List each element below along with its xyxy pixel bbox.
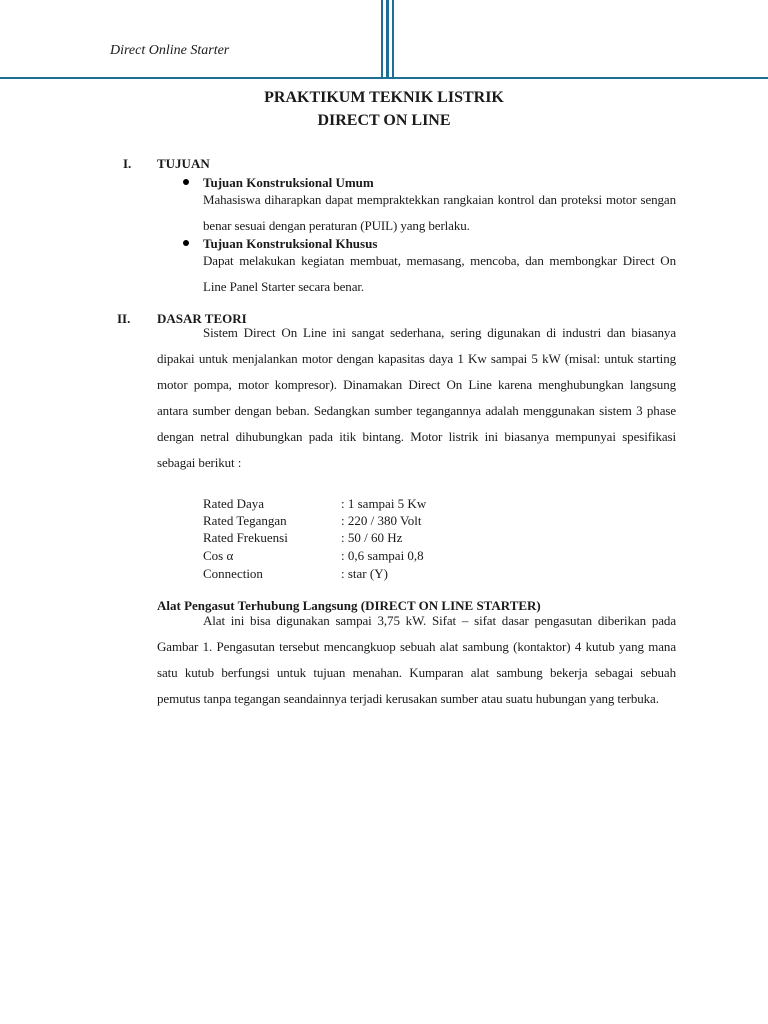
header-vertical-rule: [392, 0, 394, 78]
bullet-text: Dapat melakukan kegiatan membuat, memasang, mencoba, dan membongkar Direct On Line Panel Starter secara benar.: [203, 253, 676, 294]
document-subtitle: DIRECT ON LINE: [317, 112, 451, 129]
spec-value: : star (Y): [341, 566, 388, 581]
spec-value: : 1 sampai 5 Kw: [341, 496, 427, 511]
section-numeral: I.: [123, 156, 132, 171]
bullet-icon: [183, 179, 189, 185]
spec-value: : 50 / 60 Hz: [341, 530, 403, 545]
spec-label: Rated Frekuensi: [203, 530, 288, 545]
running-header: Direct Online Starter: [110, 43, 230, 58]
spec-value: : 220 / 380 Volt: [341, 513, 422, 528]
header-horizontal-rule: [0, 77, 768, 79]
header-vertical-rule: [386, 0, 389, 78]
bullet-title: Tujuan Konstruksional Umum: [203, 175, 374, 190]
spec-value: : 0,6 sampai 0,8: [341, 548, 424, 563]
spec-label: Cos α: [203, 548, 234, 563]
section-numeral: II.: [117, 311, 131, 326]
spec-label: Rated Tegangan: [203, 513, 287, 528]
section-heading: TUJUAN: [157, 156, 210, 171]
document-title: PRAKTIKUM TEKNIK LISTRIK: [264, 89, 504, 106]
header-vertical-rule: [381, 0, 383, 78]
bullet-title: Tujuan Konstruksional Khusus: [203, 236, 378, 251]
sub-heading: Alat Pengasut Terhubung Langsung (DIRECT ON LINE STARTER): [157, 598, 541, 613]
body-paragraph: Sistem Direct On Line ini sangat sederhana, sering digunakan di industri dan biasanya dipakai untuk menjalankan motor dengan kapasitas daya 1 Kw sampai 5 kW (misal: untuk starting motor pompa, motor kompresor). Dinamakan Direct On Line karena menghubungkan langsung antara sumber dengan beban. Sedangkan sumber tegangannya adalah menggunakan sistem 3 phase dengan netral dihubungkan pada itik bintang. Motor listrik ini biasanya mempunyai spesifikasi sebagai berikut :: [157, 325, 676, 470]
body-paragraph: Alat ini bisa digunakan sampai 3,75 kW. Sifat – sifat dasar pengasutan diberikan pada Gambar 1. Pengasutan tersebut mencangkuop sebuah alat sambung (kontaktor) 4 kutub yang mana satu kutub berfungsi untuk tujuan menahan. Kumparan alat sambung bekerja sebagai sebuah pemutus tanpa tegangan seandainnya terjadi kerusakan sumber atau suatu hubungan yang terbuka.: [157, 613, 676, 706]
spec-label: Rated Daya: [203, 496, 265, 511]
bullet-icon: [183, 240, 189, 246]
section-heading: DASAR TEORI: [157, 311, 247, 326]
bullet-text: Mahasiswa diharapkan dapat mempraktekkan rangkaian kontrol dan proteksi motor sengan benar sesuai dengan peraturan (PUIL) yang berlaku.: [203, 192, 676, 233]
spec-label: Connection: [203, 566, 263, 581]
